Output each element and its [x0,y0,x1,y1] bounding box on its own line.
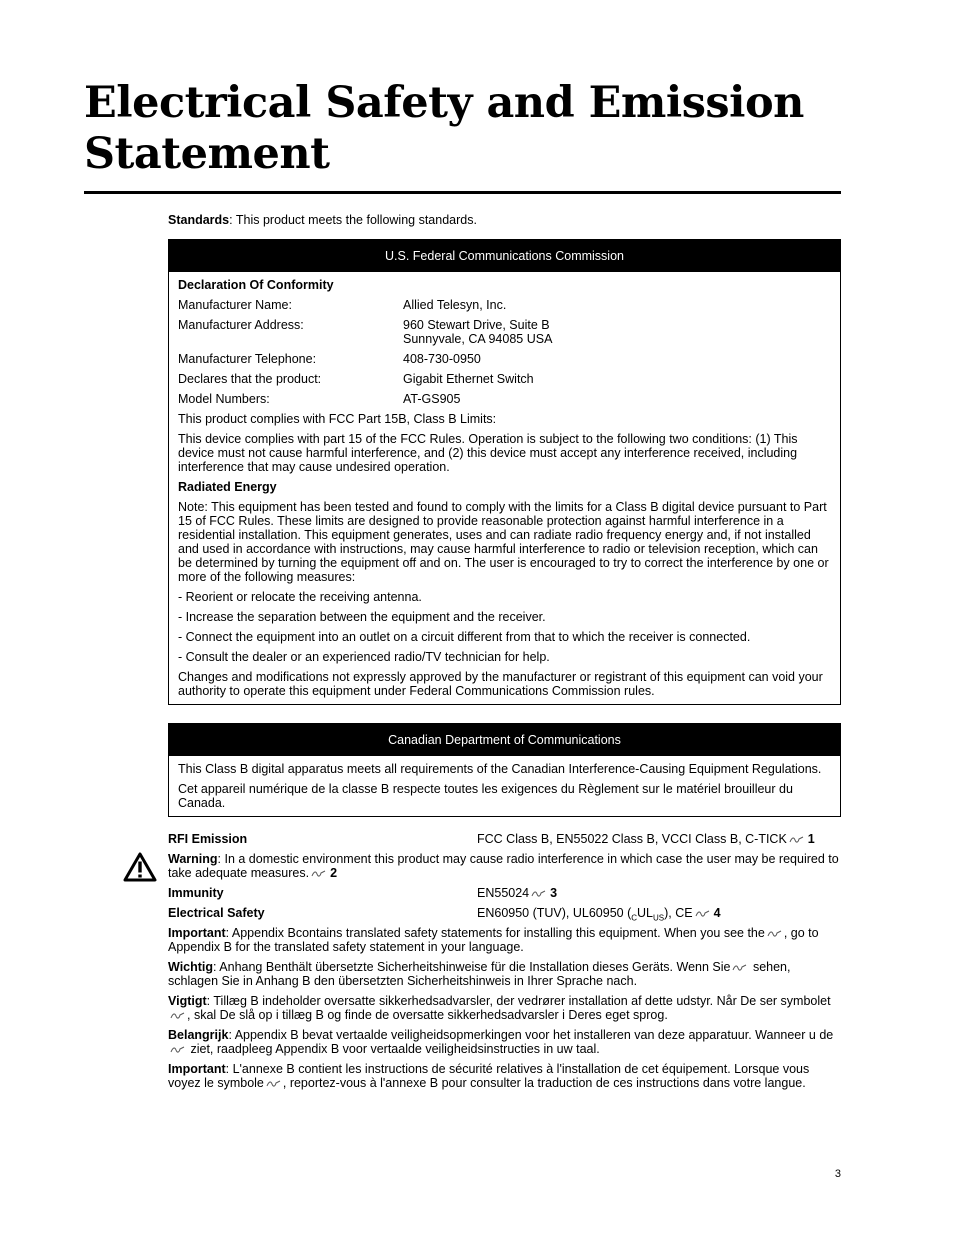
electrical-safety-row [168,906,841,923]
translation-reference-icon [531,890,546,898]
standards-label: Standards [168,213,230,227]
immunity-value: EN55024 3 [477,886,558,900]
spec-area [168,832,841,1090]
translation-reference-icon [266,1080,281,1088]
translation-reference-icon [170,1046,185,1054]
page-title [84,78,804,180]
row-value: 408-730-0950 [403,352,481,366]
warning-text: : In a domestic environment this product may cause radio interference in which case the user may be required to take adequate measures. [168,852,839,880]
translation-reference-icon [789,836,804,844]
translation-reference-icon [732,964,747,972]
translation-reference-icon [695,910,710,918]
title-rule [84,191,841,194]
safety-label: Electrical Safety [168,906,265,920]
rfi-value: FCC Class B, EN55022 Class B, VCCI Class B, C-TICK 1 [477,832,815,846]
row-key: Manufacturer Telephone: [178,352,317,366]
title-line-2: Statement [84,129,330,179]
canada-box [168,723,841,817]
translation-reference-icon [311,870,326,878]
fcc-header: U.S. Federal Communications Commission [169,240,840,272]
complies-text: This product complies with FCC Part 15B, Class B Limits: [178,412,497,426]
canada-header: Canadian Department of Communications [169,724,840,756]
row-key: Manufacturer Address: [178,318,304,332]
rfi-label: RFI Emission [168,832,248,846]
product-row [178,372,831,386]
reference-number: 2 [330,866,338,880]
content [168,213,841,1096]
language-note-english: Important: Appendix Bcontains translated safety statements for installing this equipment. When you see the , go to Appendix B for the translated safety statement in your language. [168,926,819,954]
immunity-label: Immunity [168,886,224,900]
page-number: 3 [834,1168,841,1180]
measure-item: - Increase the separation between the equipment and the receiver. [178,610,546,624]
warning-label: Warning [168,852,218,866]
fcc-box [168,239,841,705]
standards-line [168,213,841,227]
language-note-french: Important: L'annexe B contient les instructions de sécurité relatives à l'installation de cet équipement. Lorsque vous voyez le symbole , reportez-vous à l'annexe B pour consulter la traduction de ces instructions dans votre langue. [168,1062,810,1090]
manufacturer-telephone-row [178,352,831,366]
fcc-body [169,272,840,704]
language-note-danish: Vigtigt: Tillæg B indeholder oversatte sikkerhedsadvarsler, der vedrører installation af dette udstyr. Når De ser symbolet, skal De slå op i tillæg B og finde de oversatte sikkerhedsadvarsler i Deres eget sprog. [168,994,831,1022]
measure-item: - Reorient or relocate the receiving antenna. [178,590,422,604]
canada-body [169,756,840,816]
language-note-dutch: Belangrijk: Appendix B bevat vertaalde veiligheidsopmerkingen voor het installeren van deze apparatuur. Wanneer u de ziet, raadpleeg Appendix B voor vertaalde veiligheidsinstructies in uw taal. [168,1028,834,1056]
row-value: 960 Stewart Drive, Suite B Sunnyvale, CA 94085 USA [403,318,553,346]
reference-number: 3 [550,886,558,900]
row-value: Allied Telesyn, Inc. [403,298,507,312]
row-key: Model Numbers: [178,392,270,406]
translation-reference-icon [170,1012,185,1020]
radiated-heading: Radiated Energy [178,480,277,494]
immunity-row [168,886,841,900]
reference-number: 1 [807,832,815,846]
row-value: Gigabit Ethernet Switch [403,372,534,386]
row-key: Manufacturer Name: [178,298,292,312]
translation-reference-icon [767,930,782,938]
device-text: This device complies with part 15 of the FCC Rules. Operation is subject to the following two conditions: (1) This device must not cause harmful interference, and (2) this device must accept any interference received, including interference that may cause undesired operation. [178,432,798,474]
safety-value: EN60950 (TUV), UL60950 $(_CUL_{US})$, CE 4 [477,906,721,923]
title-line-1: Electrical Safety and Emission [84,78,804,128]
measure-item: - Consult the dealer or an experienced radio/TV technician for help. [178,650,550,664]
warning-paragraph [168,852,841,880]
row-value: AT-GS905 [403,392,461,406]
declaration-heading: Declaration Of Conformity [178,278,334,292]
reference-number: 4 [713,906,721,920]
canada-english: This Class B digital apparatus meets all requirements of the Canadian Interference-Causing Equipment Regulations. [178,762,822,776]
changes-text: Changes and modifications not expressly approved by the manufacturer or registrant of this equipment can void your authority to operate this equipment under Federal Communications Commission rules. [178,670,823,698]
manufacturer-address-row [178,318,831,346]
manufacturer-name-row [178,298,831,312]
language-note-german: Wichtig: Anhang Benthält übersetzte Sicherheitshinweise für die Installation dieses Geräts. Wenn Sie sehen, schlagen Sie in Anhang B den übersetzten Sicherheitshinweis in Ihrer Sprache nach. [168,960,791,988]
note-text: Note: This equipment has been tested and found to comply with the limits for a Class B digital device pursuant to Part 15 of FCC Rules. These limits are designed to provide reasonable protection against harmful interference in a residential installation. This equipment generates, uses and can radiate radio frequency energy and, if not installed and used in accordance with instructions, may cause harmful interference to radio or television reception, which can be determined by turning the equipment off and on. The user is encouraged to try to correct the interference by one or more of the following measures: [178,500,829,584]
standards-text: : This product meets the following standards. [229,213,477,227]
canada-french: Cet appareil numérique de la classe B respecte toutes les exigences du Règlement sur le matériel brouilleur du Canada. [178,782,793,810]
warning-icon [123,852,157,882]
rfi-emission-row [168,832,841,846]
model-numbers-row [178,392,831,406]
row-key: Declares that the product: [178,372,322,386]
measure-item: - Connect the equipment into an outlet on a circuit different from that to which the receiver is connected. [178,630,751,644]
